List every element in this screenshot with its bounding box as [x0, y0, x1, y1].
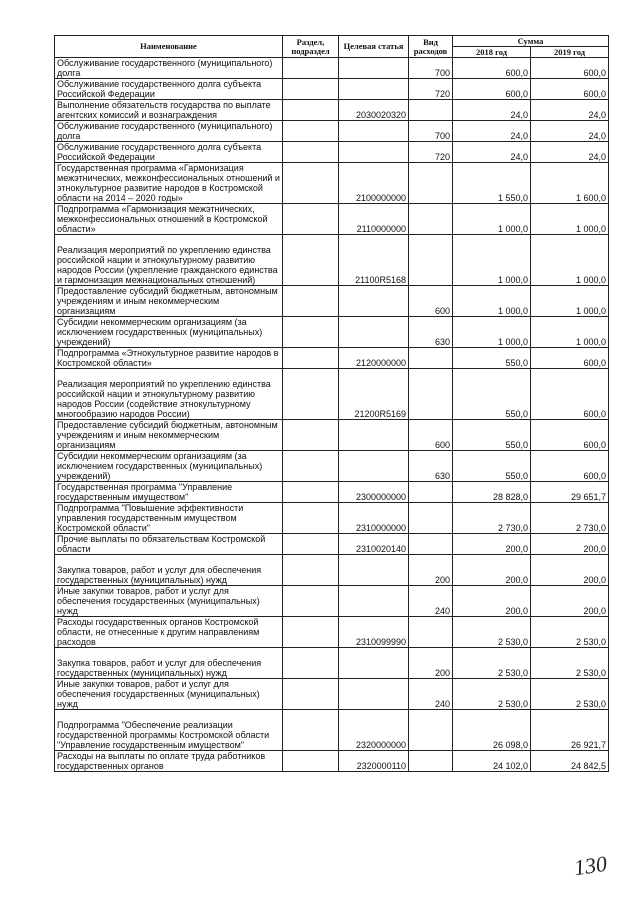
row-article: 2120000000: [339, 348, 409, 369]
row-sum-2018: [453, 503, 531, 534]
row-section: [283, 648, 339, 679]
row-section: [283, 204, 339, 235]
row-sum-2018-value: 28 828,0: [492, 492, 528, 502]
row-section: [283, 142, 339, 163]
row-article: [339, 648, 409, 679]
row-sum-2018: [453, 121, 531, 142]
row-sum-2019-value: 200,0: [583, 575, 606, 585]
row-name: Иные закупки товаров, работ и услуг для обеспечения государственных (муниципальных) нужд: [55, 586, 283, 617]
row-sum-2018-value: 2 530,0: [497, 699, 528, 709]
row-article: 2030020320: [339, 100, 409, 121]
table-row: [55, 420, 609, 451]
row-expense-type: 630: [409, 451, 453, 482]
row-sum-2019-value: 1 000,0: [575, 275, 606, 285]
table-row: [55, 163, 609, 204]
row-article: 2310000000: [339, 503, 409, 534]
row-sum-2018: [453, 420, 531, 451]
table-row: [55, 648, 609, 679]
row-sum-2019-value: 24,0: [588, 152, 606, 162]
row-article: 2300000000: [339, 482, 409, 503]
row-name: Реализация мероприятий по укреплению единства российской нации и этнокультурному развитию народов России (укрепление гражданского единства и гармонизация межнациональных отношений): [55, 235, 283, 286]
row-sum-2018: [453, 710, 531, 751]
row-name: Субсидии некоммерческим организациям (за исключением государственных (муниципальных) учреждений): [55, 317, 283, 348]
header-name: Наименование: [55, 36, 283, 58]
row-sum-2018-value: 550,0: [505, 409, 528, 419]
row-section: [283, 58, 339, 79]
row-article: [339, 420, 409, 451]
row-section: [283, 503, 339, 534]
row-expense-type: 630: [409, 317, 453, 348]
row-sum-2018-value: 1 550,0: [497, 193, 528, 203]
row-sum-2018: [453, 348, 531, 369]
row-name: Государственная программа "Управление государственным имуществом": [55, 482, 283, 503]
row-section: [283, 555, 339, 586]
row-name: Подпрограмма "Повышение эффективности управления государственным имуществом Костромской области": [55, 503, 283, 534]
table-header: [55, 36, 609, 58]
row-sum-2019-value: 2 730,0: [575, 523, 606, 533]
row-sum-2018: [453, 235, 531, 286]
row-sum-2018: [453, 679, 531, 710]
row-expense-type: 600: [409, 420, 453, 451]
row-article: [339, 317, 409, 348]
row-name: Субсидии некоммерческим организациям (за исключением государственных (муниципальных) учреждений): [55, 451, 283, 482]
row-sum-2018: [453, 163, 531, 204]
row-sum-2018: [453, 58, 531, 79]
row-section: [283, 451, 339, 482]
row-sum-2018-value: 1 000,0: [497, 337, 528, 347]
row-sum-2019: [531, 142, 609, 163]
row-sum-2019-value: 24,0: [588, 131, 606, 141]
header-year-2018: 2018 год: [453, 47, 531, 58]
row-article: [339, 142, 409, 163]
row-name: Обслуживание государственного (муниципального) долга: [55, 58, 283, 79]
row-article: [339, 586, 409, 617]
row-sum-2018-value: 2 730,0: [497, 523, 528, 533]
row-sum-2019-value: 2 530,0: [575, 668, 606, 678]
row-sum-2018: [453, 286, 531, 317]
row-sum-2018-value: 1 000,0: [497, 275, 528, 285]
row-sum-2019-value: 24,0: [588, 110, 606, 120]
row-sum-2019: [531, 679, 609, 710]
row-sum-2018-value: 1 000,0: [497, 224, 528, 234]
row-sum-2018-value: 2 530,0: [497, 668, 528, 678]
row-sum-2018: [453, 79, 531, 100]
row-section: [283, 348, 339, 369]
row-section: [283, 369, 339, 420]
row-sum-2018: [453, 648, 531, 679]
row-name: Предоставление субсидий бюджетным, автономным учреждениям и иным некоммерческим организациям: [55, 420, 283, 451]
row-sum-2018: [453, 317, 531, 348]
row-sum-2018: [453, 586, 531, 617]
row-expense-type: 700: [409, 121, 453, 142]
row-sum-2018: [453, 204, 531, 235]
row-sum-2019-value: 2 530,0: [575, 637, 606, 647]
header-year-2019: 2019 год: [531, 47, 609, 58]
row-expense-type: 720: [409, 79, 453, 100]
row-section: [283, 79, 339, 100]
row-section: [283, 482, 339, 503]
row-article: [339, 679, 409, 710]
row-sum-2019-value: 600,0: [583, 471, 606, 481]
row-article: [339, 79, 409, 100]
row-name: Подпрограмма «Этнокультурное развитие народов в Костромской области»: [55, 348, 283, 369]
header-expense-type: Вид расходов: [409, 36, 453, 58]
row-sum-2018-value: 200,0: [505, 575, 528, 585]
row-section: [283, 679, 339, 710]
row-sum-2019: [531, 482, 609, 503]
row-sum-2019-value: 600,0: [583, 68, 606, 78]
row-section: [283, 286, 339, 317]
row-sum-2018: [453, 617, 531, 648]
row-sum-2019-value: 26 921,7: [570, 740, 606, 750]
table-row: [55, 679, 609, 710]
row-sum-2018: [453, 100, 531, 121]
table-row: [55, 555, 609, 586]
row-name: Прочие выплаты по обязательствам Костромской области: [55, 534, 283, 555]
row-expense-type: 600: [409, 286, 453, 317]
table-row: [55, 586, 609, 617]
row-article: [339, 451, 409, 482]
table-row: [55, 482, 609, 503]
row-sum-2018-value: 550,0: [505, 440, 528, 450]
table-row: [55, 286, 609, 317]
row-article: 2310020140: [339, 534, 409, 555]
row-sum-2019-value: 1 000,0: [575, 306, 606, 316]
row-name: Иные закупки товаров, работ и услуг для обеспечения государственных (муниципальных) нужд: [55, 679, 283, 710]
row-sum-2018-value: 26 098,0: [492, 740, 528, 750]
row-name: Подпрограмма "Обеспечение реализации государственной программы Костромской области "Управление государственным имуществом": [55, 710, 283, 751]
row-sum-2019: [531, 121, 609, 142]
row-sum-2018-value: 600,0: [505, 68, 528, 78]
row-article: [339, 555, 409, 586]
row-sum-2019: [531, 100, 609, 121]
row-sum-2019: [531, 58, 609, 79]
row-article: 21200R5169: [339, 369, 409, 420]
row-sum-2019: [531, 451, 609, 482]
row-sum-2018-value: 24,0: [510, 152, 528, 162]
row-sum-2018-value: 550,0: [505, 358, 528, 368]
table-row: [55, 100, 609, 121]
table-row: [55, 451, 609, 482]
row-sum-2018-value: 24 102,0: [492, 761, 528, 771]
row-expense-type: 240: [409, 679, 453, 710]
row-sum-2018-value: 24,0: [510, 110, 528, 120]
row-article: [339, 121, 409, 142]
row-expense-type: [409, 482, 453, 503]
row-sum-2018-value: 2 530,0: [497, 637, 528, 647]
row-sum-2019-value: 600,0: [583, 440, 606, 450]
header-article: Целевая статья: [339, 36, 409, 58]
row-name: Предоставление субсидий бюджетным, автономным учреждениям и иным некоммерческим организациям: [55, 286, 283, 317]
row-sum-2019: [531, 420, 609, 451]
row-article: 21100R5168: [339, 235, 409, 286]
row-name: Обслуживание государственного долга субъекта Российской Федерации: [55, 79, 283, 100]
row-section: [283, 235, 339, 286]
row-sum-2019: [531, 534, 609, 555]
table-row: [55, 58, 609, 79]
row-section: [283, 534, 339, 555]
row-sum-2019: [531, 79, 609, 100]
row-expense-type: [409, 235, 453, 286]
row-sum-2019-value: 29 651,7: [570, 492, 606, 502]
row-expense-type: [409, 100, 453, 121]
row-section: [283, 586, 339, 617]
row-name: Закупка товаров, работ и услуг для обеспечения государственных (муниципальных) нужд: [55, 648, 283, 679]
row-name: Подпрограмма «Гармонизация межэтнических, межконфессиональных отношений в Костромской области»: [55, 204, 283, 235]
row-expense-type: 200: [409, 555, 453, 586]
header-section: Раздел, подраздел: [283, 36, 339, 58]
table-row: [55, 235, 609, 286]
row-sum-2018-value: 550,0: [505, 471, 528, 481]
row-section: [283, 100, 339, 121]
row-sum-2019: [531, 617, 609, 648]
row-name: Реализация мероприятий по укреплению единства российской нации и этнокультурному развитию народов России (содействие этнокультурному многообразию народов России): [55, 369, 283, 420]
page-number: 130: [572, 850, 609, 881]
header-sum: Сумма: [453, 36, 609, 47]
row-expense-type: [409, 503, 453, 534]
table-row: [55, 503, 609, 534]
row-article: [339, 58, 409, 79]
row-sum-2019-value: 600,0: [583, 89, 606, 99]
row-expense-type: 700: [409, 58, 453, 79]
row-expense-type: [409, 204, 453, 235]
row-section: [283, 420, 339, 451]
row-sum-2019-value: 1 000,0: [575, 337, 606, 347]
row-name: Выполнение обязательств государства по выплате агентских комиссий и вознаграждения: [55, 100, 283, 121]
row-article: 2110000000: [339, 204, 409, 235]
row-name: Обслуживание государственного (муниципального) долга: [55, 121, 283, 142]
row-expense-type: [409, 369, 453, 420]
table-row: [55, 751, 609, 772]
row-section: [283, 121, 339, 142]
row-sum-2018-value: 1 000,0: [497, 306, 528, 316]
table-row: [55, 534, 609, 555]
row-sum-2019-value: 1 600,0: [575, 193, 606, 203]
row-sum-2019: [531, 163, 609, 204]
row-article: 2320000110: [339, 751, 409, 772]
row-article: 2320000000: [339, 710, 409, 751]
row-sum-2019: [531, 369, 609, 420]
table-row: [55, 121, 609, 142]
row-expense-type: [409, 348, 453, 369]
row-sum-2018: [453, 534, 531, 555]
row-name: Закупка товаров, работ и услуг для обеспечения государственных (муниципальных) нужд: [55, 555, 283, 586]
row-sum-2018: [453, 482, 531, 503]
row-sum-2018-value: 200,0: [505, 544, 528, 554]
row-sum-2019-value: 1 000,0: [575, 224, 606, 234]
row-sum-2019: [531, 235, 609, 286]
row-article: [339, 286, 409, 317]
row-sum-2018-value: 24,0: [510, 131, 528, 141]
row-article: 2310099990: [339, 617, 409, 648]
row-sum-2019-value: 200,0: [583, 606, 606, 616]
row-name: Расходы государственных органов Костромской области, не отнесенные к другим направлениям расходов: [55, 617, 283, 648]
row-sum-2019: [531, 317, 609, 348]
row-section: [283, 317, 339, 348]
row-sum-2018: [453, 751, 531, 772]
row-sum-2019: [531, 286, 609, 317]
row-sum-2019: [531, 503, 609, 534]
row-expense-type: [409, 617, 453, 648]
row-sum-2018: [453, 369, 531, 420]
row-sum-2018: [453, 142, 531, 163]
row-sum-2018: [453, 555, 531, 586]
row-expense-type: [409, 751, 453, 772]
row-article: 2100000000: [339, 163, 409, 204]
row-section: [283, 710, 339, 751]
row-sum-2019: [531, 751, 609, 772]
row-name: Расходы на выплаты по оплате труда работников государственных органов: [55, 751, 283, 772]
table-row: [55, 369, 609, 420]
table-row: [55, 710, 609, 751]
row-expense-type: [409, 163, 453, 204]
row-name: Государственная программа «Гармонизация межэтнических, межконфессиональных отношений и этнокультурное развитие народов в Костромской области на 2014 – 2020 годы»: [55, 163, 283, 204]
table-row: [55, 142, 609, 163]
row-sum-2019-value: 200,0: [583, 544, 606, 554]
row-sum-2019: [531, 555, 609, 586]
table-row: [55, 348, 609, 369]
row-sum-2018-value: 600,0: [505, 89, 528, 99]
budget-table: [54, 35, 609, 772]
row-section: [283, 163, 339, 204]
row-expense-type: 240: [409, 586, 453, 617]
row-section: [283, 617, 339, 648]
row-sum-2019-value: 600,0: [583, 409, 606, 419]
row-sum-2019-value: 600,0: [583, 358, 606, 368]
row-sum-2019: [531, 348, 609, 369]
row-section: [283, 751, 339, 772]
row-sum-2019: [531, 586, 609, 617]
row-name: Обслуживание государственного долга субъекта Российской Федерации: [55, 142, 283, 163]
table-row: [55, 204, 609, 235]
table-row: [55, 317, 609, 348]
row-expense-type: 720: [409, 142, 453, 163]
row-expense-type: [409, 534, 453, 555]
row-sum-2019-value: 24 842,5: [570, 761, 606, 771]
table-row: [55, 617, 609, 648]
table-body: [55, 58, 609, 772]
row-expense-type: [409, 710, 453, 751]
row-sum-2019: [531, 204, 609, 235]
row-sum-2019-value: 2 530,0: [575, 699, 606, 709]
row-sum-2018-value: 200,0: [505, 606, 528, 616]
table-row: [55, 79, 609, 100]
row-expense-type: 200: [409, 648, 453, 679]
row-sum-2018: [453, 451, 531, 482]
row-sum-2019: [531, 648, 609, 679]
row-sum-2019: [531, 710, 609, 751]
